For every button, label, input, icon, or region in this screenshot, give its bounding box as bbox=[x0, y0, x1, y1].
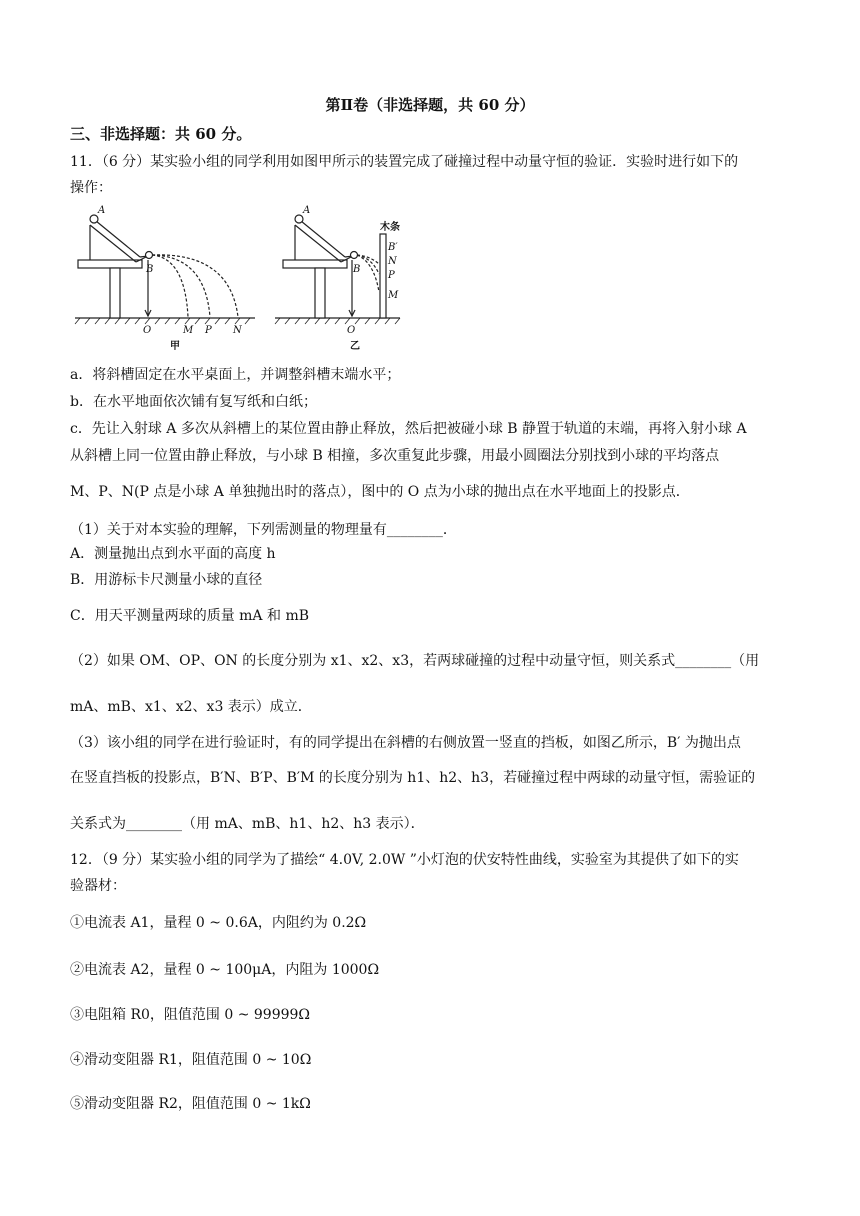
q11-option-a: A．测量抛出点到水平面的高度 h bbox=[70, 546, 276, 562]
q11-sub2-line2: mA、mB、x1、x2、x3 表示）成立． bbox=[70, 699, 312, 715]
q11-intro-line2: 操作： bbox=[70, 180, 112, 196]
q12-intro-line1: 12．（9 分）某实验小组的同学为了描绘“ 4.0V, 2.0W ”小灯泡的伏安特性曲线，实验室为其提供了如下的实 bbox=[70, 852, 739, 868]
q11-step-c1: c．先让入射球 A 多次从斜槽上的某位置由静止释放，然后把被碰小球 B 静置于轨道的末端，再将入射小球 A bbox=[70, 421, 747, 437]
q11-intro-line1: 11．（6 分）某实验小组的同学利用如图甲所示的装置完成了碰撞过程中动量守恒的验证．实验时进行如下的 bbox=[70, 154, 739, 170]
label-O: O bbox=[143, 325, 152, 336]
q12-item-5: ⑤滑动变阻器 R2，阻值范围 0 ~ 1kΩ bbox=[70, 1096, 311, 1112]
experiment-figure bbox=[70, 200, 420, 350]
label-mutiao: 木条 bbox=[380, 222, 400, 233]
label-A: A bbox=[98, 205, 106, 216]
q11-sub3-line1: （3）该小组的同学在进行验证时，有的同学提出在斜槽的右侧放置一竖直的挡板，如图乙所示，B′ 为抛出点 bbox=[70, 735, 741, 751]
part-heading: 三、非选择题：共 60 分。 bbox=[70, 125, 252, 143]
q11-option-c: C．用天平测量两球的质量 mA 和 mB bbox=[70, 608, 310, 624]
q12-item-1: ①电流表 A1，量程 0 ~ 0.6A，内阻约为 0.2Ω bbox=[70, 915, 367, 931]
label-P2: P bbox=[388, 270, 395, 281]
q12-item-2: ②电流表 A2，量程 0 ~ 100μA，内阻为 1000Ω bbox=[70, 962, 380, 978]
q11-step-c2: 从斜槽上同一位置由静止释放，与小球 B 相撞，多次重复此步骤，用最小圆圈法分别找到小球的平均落点 bbox=[70, 448, 720, 464]
label-M: M bbox=[183, 325, 194, 336]
q12-item-4: ④滑动变阻器 R1，阻值范围 0 ~ 10Ω bbox=[70, 1052, 312, 1068]
q11-sub2-line1: （2）如果 OM、OP、ON 的长度分别为 x1、x2、x3，若两球碰撞的过程中动量守恒，则关系式________（用 bbox=[70, 653, 760, 669]
label-A2: A bbox=[303, 205, 311, 216]
q11-step-c3: M、P、N(P 点是小球 A 单独抛出时的落点），图中的 O 点为小球的抛出点在水平地面上的投影点． bbox=[70, 484, 690, 500]
label-N2: N bbox=[388, 256, 397, 267]
q11-sub1: （1）关于对本实验的理解，下列需测量的物理量有________． bbox=[70, 522, 457, 538]
q12-intro-line2: 验器材： bbox=[70, 878, 126, 894]
label-N: N bbox=[233, 325, 242, 336]
q11-step-a: a．将斜槽固定在水平桌面上，并调整斜槽末端水平； bbox=[70, 367, 401, 383]
q11-sub3-line2: 在竖直挡板的投影点，B′N、B′P、B′M 的长度分别为 h1、h2、h3，若碰撞过程中两球的动量守恒，需验证的 bbox=[70, 770, 756, 786]
label-jia: 甲 bbox=[170, 341, 180, 350]
label-M2: M bbox=[388, 290, 399, 301]
label-B2: B bbox=[353, 264, 361, 275]
q11-step-b: b．在水平地面依次铺有复写纸和白纸； bbox=[70, 394, 317, 410]
q11-sub3-line3: 关系式为________（用 mA、mB、h1、h2、h3 表示）． bbox=[70, 816, 425, 832]
label-Bprime: B′ bbox=[388, 242, 398, 253]
label-B: B bbox=[146, 264, 154, 275]
label-O2: O bbox=[347, 325, 356, 336]
section-title: 第Ⅱ卷（非选择题，共 60 分） bbox=[325, 96, 535, 114]
q12-item-3: ③电阻箱 R0，阻值范围 0 ~ 99999Ω bbox=[70, 1007, 311, 1023]
label-yi: 乙 bbox=[350, 341, 360, 350]
label-P: P bbox=[205, 325, 212, 336]
q11-option-b: B．用游标卡尺测量小球的直径 bbox=[70, 572, 263, 588]
